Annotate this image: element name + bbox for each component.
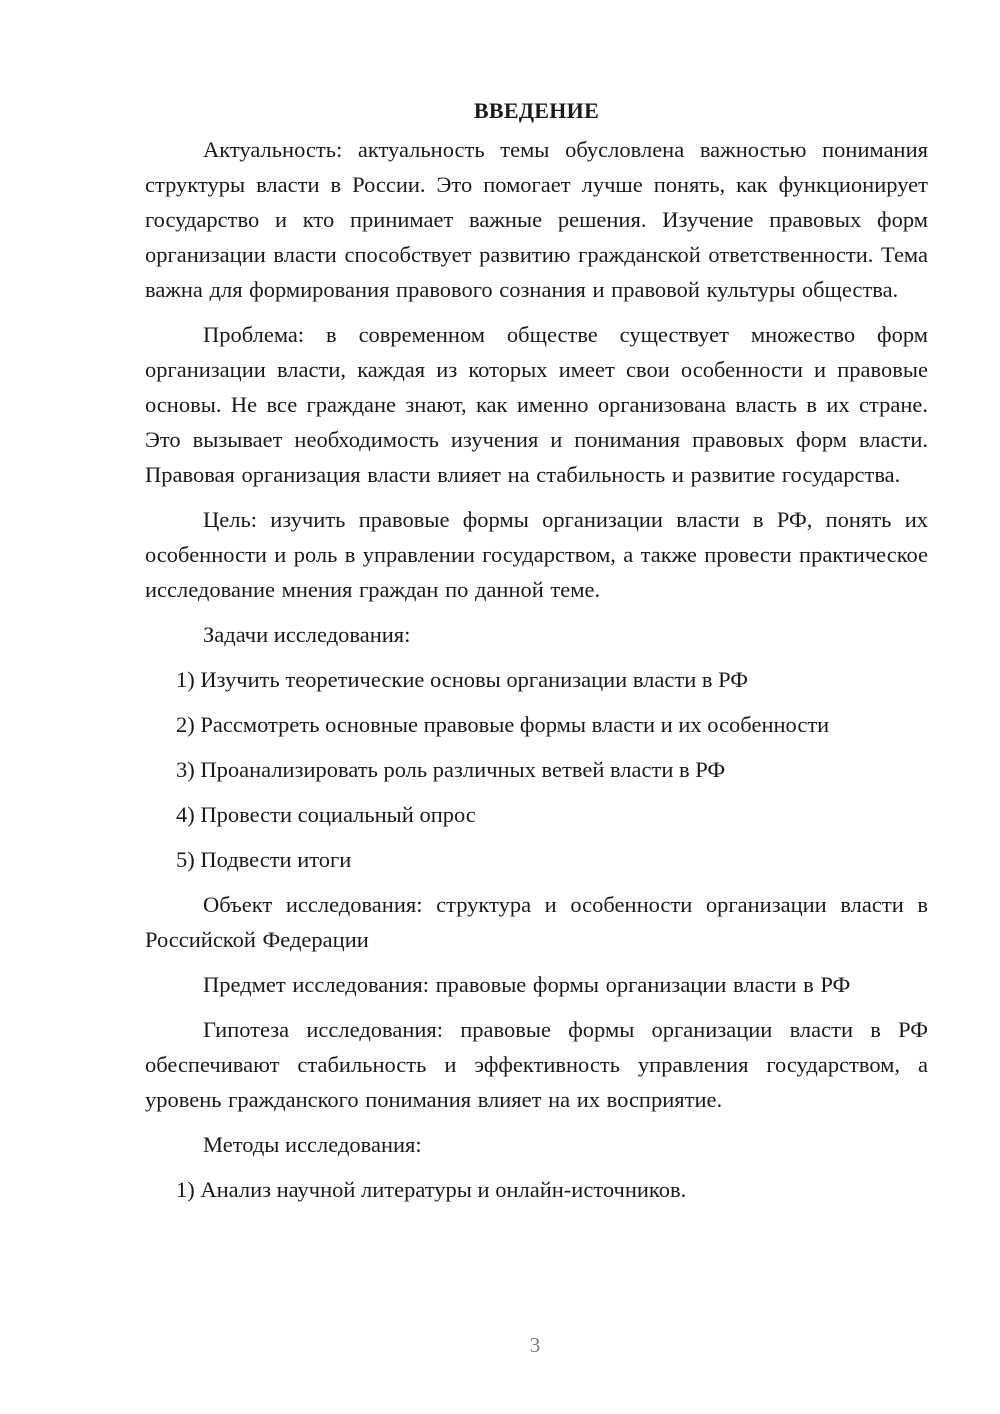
list-item: 1) Изучить теоретические основы организации власти в РФ	[176, 667, 749, 692]
list-item: 4) Провести социальный опрос	[176, 802, 476, 827]
hypothesis-paragraph: Гипотеза исследования: правовые формы организации власти в РФ обеспечивают стабильность и эффективность управления государством, а уровень гражданского понимания влияет на их восприятие.	[145, 1017, 928, 1112]
relevance-paragraph: Актуальность: актуальность темы обусловлена важностью понимания структуры власти в России. Это помогает лучше понять, как функционирует государство и кто принимает важные решения. Изучение правовых форм организации власти способствует развитию гражданской ответственности. Тема важна для формирования правового сознания и правовой культуры общества.	[145, 137, 928, 302]
methods-heading: Методы исследования:	[203, 1132, 422, 1157]
list-item: 1) Анализ научной литературы и онлайн-источников.	[176, 1177, 687, 1202]
page-content	[145, 96, 928, 1217]
page-number: 3	[529, 1333, 541, 1357]
list-item: 5) Подвести итоги	[176, 847, 352, 872]
problem-paragraph: Проблема: в современном обществе существует множество форм организации власти, каждая из которых имеет свои особенности и правовые основы. Не все граждане знают, как именно организована власть в их стране. Это вызывает необходимость изучения и понимания правовых форм власти. Правовая организация власти влияет на стабильность и развитие государства.	[145, 322, 928, 487]
methods-list	[145, 1172, 928, 1207]
object-paragraph: Объект исследования: структура и особенности организации власти в Российской Федерации	[145, 892, 928, 952]
subject-paragraph: Предмет исследования: правовые формы организации власти в РФ	[203, 972, 851, 997]
list-item: 2) Рассмотреть основные правовые формы власти и их особенности	[176, 712, 830, 737]
tasks-list	[145, 662, 928, 877]
tasks-heading: Задачи исследования:	[203, 622, 411, 647]
list-item: 3) Проанализировать роль различных ветвей власти в РФ	[176, 757, 726, 782]
goal-paragraph: Цель: изучить правовые формы организации власти в РФ, понять их особенности и роль в управлении государством, а также провести практическое исследование мнения граждан по данной теме.	[145, 507, 928, 602]
section-title: ВВЕДЕНИЕ	[473, 98, 600, 123]
